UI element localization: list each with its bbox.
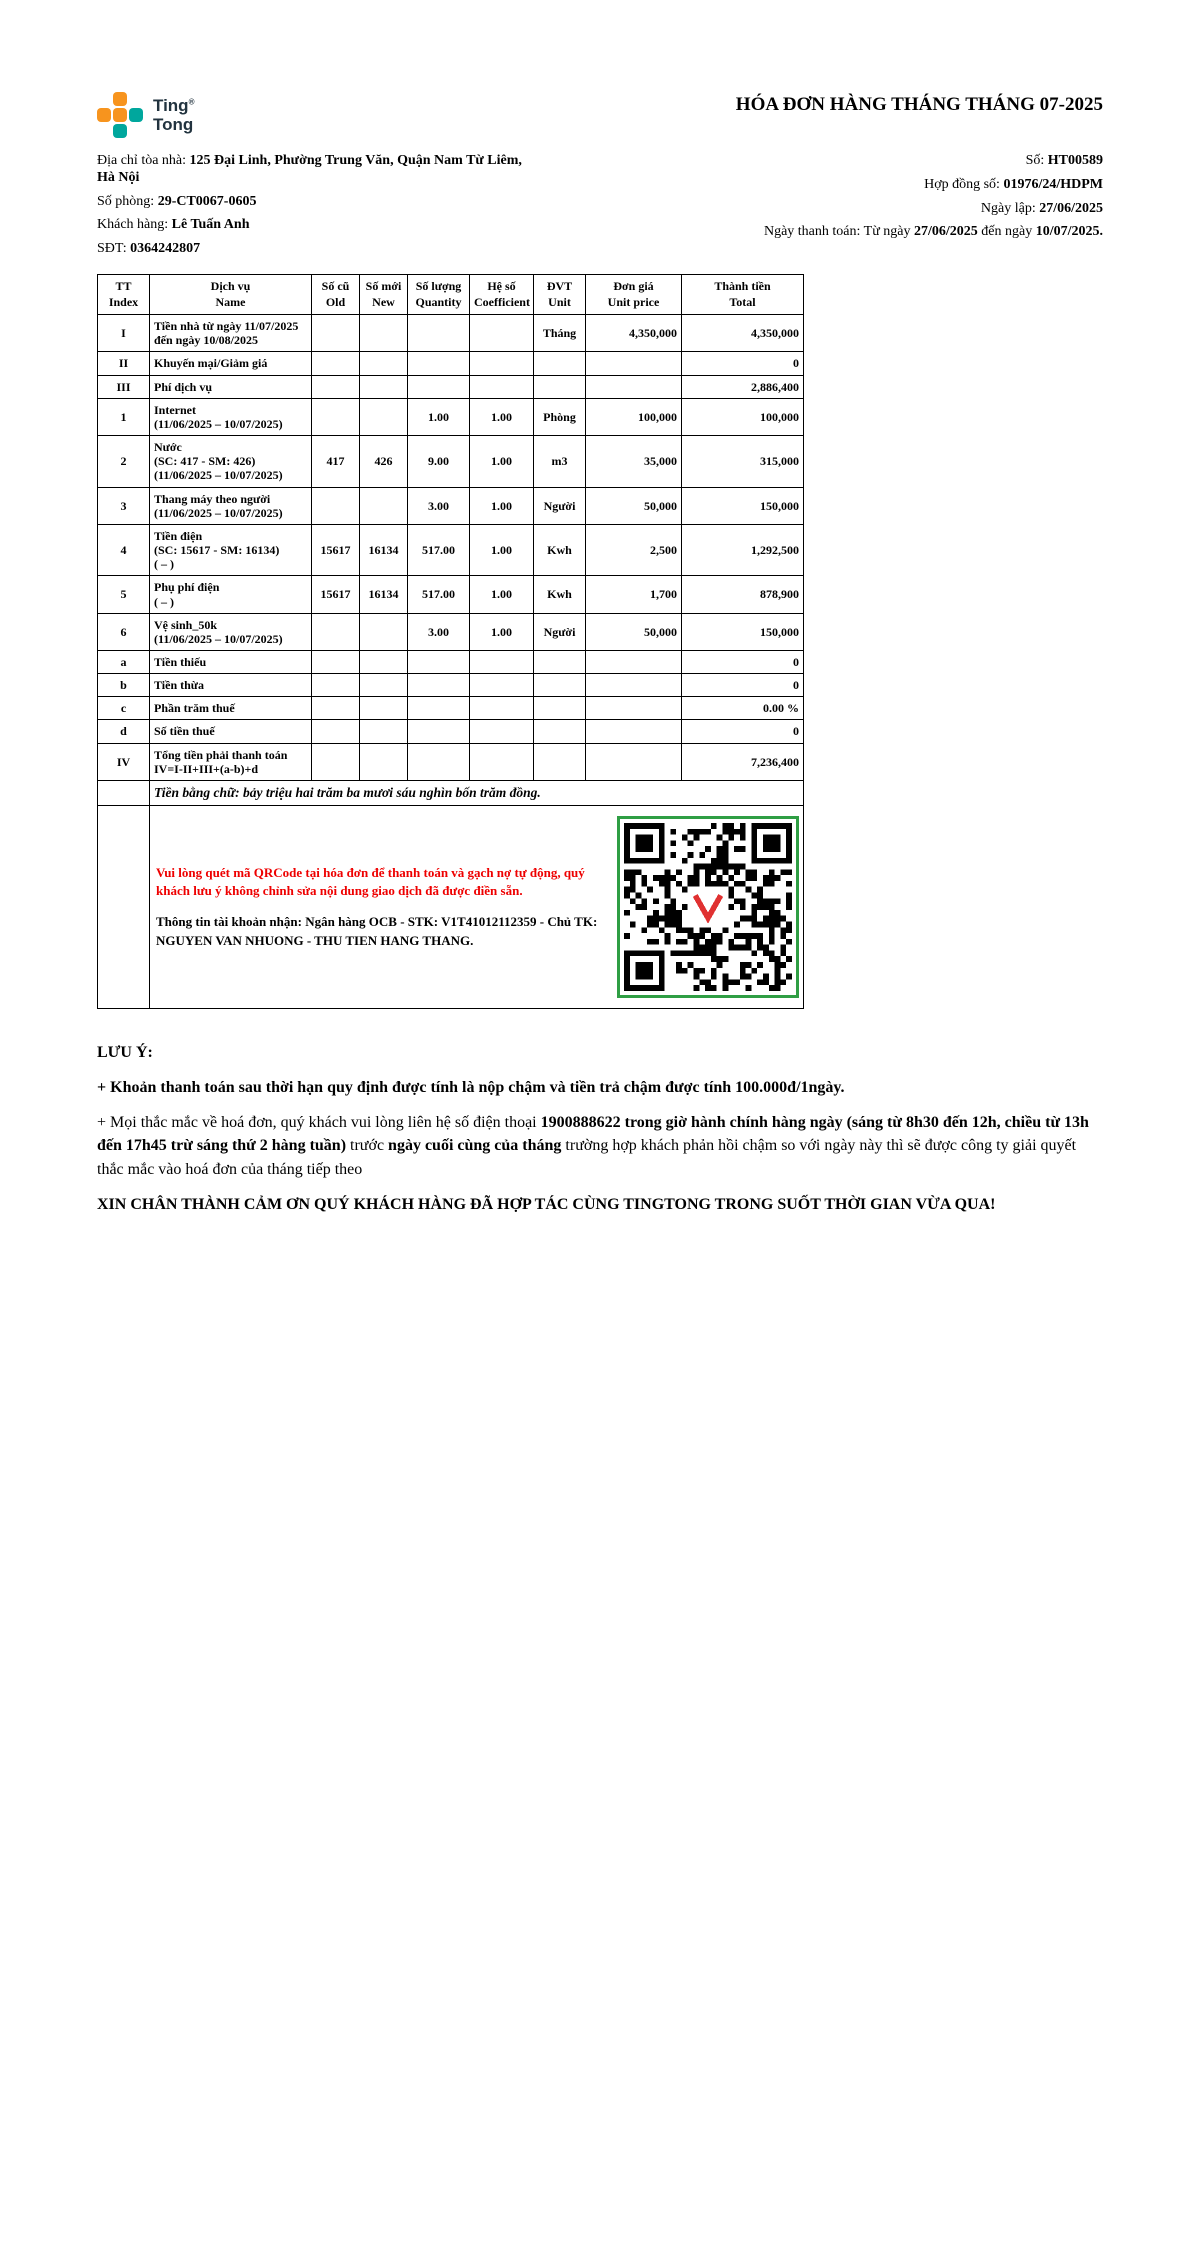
table-row	[98, 375, 804, 398]
cell-name: Thang máy theo người (11/06/2025 – 10/07/2025)	[150, 487, 312, 524]
cell-name: Tiền thừa	[150, 674, 312, 697]
cell-total: 150,000	[682, 487, 804, 524]
text-segment: NGUYEN VAN NHUONG - THU TIEN HANG THANG	[156, 932, 471, 948]
cell-quantity: 9.00	[408, 436, 470, 487]
table-row	[98, 576, 804, 613]
cell-name: Tổng tiền phải thanh toán IV=I-II+III+(a-b)+d	[150, 743, 312, 780]
cell-quantity	[408, 697, 470, 720]
cell-total: 150,000	[682, 613, 804, 650]
column-header-vi: Đơn giá	[613, 278, 654, 293]
text-segment: XIN CHÂN THÀNH CẢM ƠN QUÝ KHÁCH HÀNG ĐÃ HỢP TÁC CÙNG TINGTONG TRONG SUỐT THỜI GIAN VỪA QUA!	[97, 1195, 996, 1213]
column-header-en: Index	[108, 294, 139, 309]
cell-name: Nước (SC: 417 - SM: 426) (11/06/2025 – 10/07/2025)	[150, 436, 312, 487]
table-row	[98, 720, 804, 743]
column-header-vi: ĐVT	[546, 278, 573, 293]
cell-coefficient	[470, 352, 534, 375]
text-segment: Ngày lập:	[980, 200, 1040, 216]
cell-coefficient: 1.00	[470, 524, 534, 575]
cell-name: Khuyến mại/Giảm giá	[150, 352, 312, 375]
info-line	[97, 241, 527, 258]
cell-new	[360, 674, 408, 697]
cell-unit-price: 35,000	[586, 436, 682, 487]
column-header	[98, 274, 150, 314]
footer-paragraph	[97, 1193, 1103, 1216]
cell-new	[360, 720, 408, 743]
cell-unit-price	[586, 650, 682, 673]
text-segment: .	[470, 932, 474, 948]
cell-index: 3	[98, 487, 150, 524]
cell-total: 878,900	[682, 576, 804, 613]
cell-coefficient	[470, 743, 534, 780]
text-segment: Số:	[1025, 153, 1048, 168]
cell-old	[312, 398, 360, 435]
cell-name: Internet (11/06/2025 – 10/07/2025)	[150, 398, 312, 435]
cell-old	[312, 315, 360, 352]
cell-new	[360, 650, 408, 673]
cell-old	[312, 720, 360, 743]
cell-unit	[534, 650, 586, 673]
cell-index: 2	[98, 436, 150, 487]
table-row	[98, 524, 804, 575]
cell-index: b	[98, 674, 150, 697]
cell-total: 0	[682, 650, 804, 673]
cell-coefficient	[470, 720, 534, 743]
cell-total: 0	[682, 674, 804, 697]
text-segment: - Chủ TK:	[536, 914, 598, 930]
cell-unit-price: 100,000	[586, 398, 682, 435]
cell-new	[360, 613, 408, 650]
table-row	[98, 436, 804, 487]
cell-index: 1	[98, 398, 150, 435]
info-line	[764, 177, 1103, 194]
cell-empty	[98, 780, 150, 805]
text-segment: + Mọi thắc mắc về hoá đơn, quý khách vui lòng liên hệ số điện thoại	[97, 1114, 541, 1132]
footer-paragraph	[97, 1076, 1103, 1099]
cell-total: 315,000	[682, 436, 804, 487]
cell-index: 6	[98, 613, 150, 650]
cell-old	[312, 674, 360, 697]
logo-square	[97, 108, 111, 122]
cell-coefficient: 1.00	[470, 436, 534, 487]
text-segment: 125 Đại Linh, Phường Trung Văn, Quận Nam Từ Liêm, Hà Nội	[97, 153, 522, 185]
table-header-row	[98, 274, 804, 314]
cell-quantity: 517.00	[408, 576, 470, 613]
cell-name: Số tiền thuế	[150, 720, 312, 743]
cell-unit-price	[586, 674, 682, 697]
cell-coefficient: 1.00	[470, 613, 534, 650]
text-segment: 27/06/2025	[914, 224, 978, 240]
info-line	[97, 194, 527, 211]
table-row	[98, 352, 804, 375]
cell-unit-price	[586, 697, 682, 720]
qr-text-block	[154, 864, 606, 950]
cell-unit-price: 2,500	[586, 524, 682, 575]
info-line	[97, 153, 527, 187]
cell-new: 16134	[360, 524, 408, 575]
cell-unit	[534, 697, 586, 720]
cell-unit-price: 50,000	[586, 487, 682, 524]
column-header-en: Name	[215, 294, 246, 309]
cell-quantity: 3.00	[408, 613, 470, 650]
table-row	[98, 697, 804, 720]
footer-paragraph	[97, 1111, 1103, 1181]
cell-new	[360, 398, 408, 435]
column-header-en: Unit price	[607, 294, 660, 309]
cell-coefficient	[470, 697, 534, 720]
table-row	[98, 674, 804, 697]
cell-quantity	[408, 352, 470, 375]
text-segment: SĐT:	[97, 241, 131, 257]
invoice-table	[97, 274, 804, 1009]
cell-unit: Tháng	[534, 315, 586, 352]
text-segment: Ngày thanh toán: Từ ngày	[763, 224, 914, 240]
cell-unit-price	[586, 375, 682, 398]
amount-in-words-value: bảy triệu hai trăm ba mươi sáu nghìn bốn trăm đồng.	[242, 784, 541, 800]
column-header-vi: TT	[115, 278, 132, 293]
cell-empty	[98, 805, 150, 1008]
text-segment: 10/07/2025.	[1035, 224, 1103, 240]
cell-index: II	[98, 352, 150, 375]
text-segment: HT00589	[1047, 153, 1103, 168]
text-segment: Địa chỉ tòa nhà:	[97, 153, 190, 168]
column-header-en: Total	[729, 294, 756, 309]
text-segment: + Khoản thanh toán sau thời hạn quy định được tính là nộp chậm và tiền trả chậm được tính 100.000đ/1ngày.	[97, 1079, 845, 1097]
invoice-title: HÓA ĐƠN HÀNG THÁNG THÁNG 07-2025	[735, 94, 1103, 115]
logo-square	[113, 124, 127, 138]
registered-mark: ®	[188, 97, 195, 107]
cell-coefficient	[470, 650, 534, 673]
column-header-vi: Thành tiền	[714, 278, 771, 293]
column-header	[682, 274, 804, 314]
amount-in-words-label: Tiền bằng chữ:	[154, 784, 243, 800]
qr-code	[617, 816, 799, 998]
cell-total: 1,292,500	[682, 524, 804, 575]
text-segment: Lê Tuấn Anh	[171, 217, 250, 233]
cell-total: 0	[682, 352, 804, 375]
cell-quantity	[408, 743, 470, 780]
info-line	[764, 201, 1103, 218]
column-header-vi: Số mới	[365, 278, 402, 293]
cell-new	[360, 315, 408, 352]
cell-name: Phụ phí điện ( – )	[150, 576, 312, 613]
cell-coefficient	[470, 315, 534, 352]
cell-quantity	[408, 375, 470, 398]
column-header-vi: Dịch vụ	[210, 278, 251, 293]
cell-total: 7,236,400	[682, 743, 804, 780]
cell-new: 426	[360, 436, 408, 487]
cell-unit	[534, 352, 586, 375]
cell-unit: Kwh	[534, 576, 586, 613]
qr-account-info	[156, 913, 606, 949]
logo-word-ting: Ting	[153, 96, 189, 116]
cell-unit-price	[586, 720, 682, 743]
cell-old	[312, 743, 360, 780]
cell-name: Phí dịch vụ	[150, 375, 312, 398]
text-segment: Hợp đồng số:	[924, 176, 1004, 192]
cell-old	[312, 375, 360, 398]
logo-square	[129, 108, 143, 122]
table-body	[98, 315, 804, 1009]
logo-word-tong: Tong	[153, 114, 194, 134]
cell-quantity	[408, 674, 470, 697]
column-header-en: Coefficient	[474, 294, 530, 309]
cell-unit	[534, 720, 586, 743]
tingtong-logo-icon	[97, 92, 144, 139]
cell-total: 4,350,000	[682, 315, 804, 352]
cell-coefficient	[470, 375, 534, 398]
column-header-en: Old	[325, 294, 346, 309]
text-segment: 27/06/2025	[1039, 200, 1103, 216]
text-segment: 0364242807	[130, 241, 201, 257]
invoice-info	[97, 153, 1103, 265]
cell-old: 15617	[312, 576, 360, 613]
cell-new: 16134	[360, 576, 408, 613]
cell-quantity	[408, 315, 470, 352]
cell-total: 2,886,400	[682, 375, 804, 398]
qr-row	[98, 805, 804, 1008]
table-row	[98, 315, 804, 352]
cell-total: 0	[682, 720, 804, 743]
text-segment: Thông tin tài khoản nhận: Ngân hàng OCB - STK:	[156, 914, 442, 930]
cell-coefficient: 1.00	[470, 487, 534, 524]
qr-payment-notice: Vui lòng quét mã QRCode tại hóa đơn để thanh toán và gạch nợ tự động, quý khách lưu ý không chỉnh sửa nội dung giao dịch đã được điền sẵn.	[156, 864, 585, 899]
cell-new	[360, 352, 408, 375]
cell-quantity: 1.00	[408, 398, 470, 435]
text-segment: V1T41012112359	[441, 914, 537, 930]
column-header-vi: Số lượng	[415, 278, 462, 293]
logo-text	[153, 97, 194, 134]
column-header-en: New	[372, 294, 395, 309]
logo-square	[113, 92, 127, 106]
column-header-vi: Hệ số	[487, 278, 516, 293]
column-header	[312, 274, 360, 314]
cell-total: 0.00 %	[682, 697, 804, 720]
cell-old: 15617	[312, 524, 360, 575]
column-header	[408, 274, 470, 314]
text-segment: 29-CT0067-0605	[157, 193, 257, 209]
cell-quantity	[408, 720, 470, 743]
cell-index: 4	[98, 524, 150, 575]
cell-quantity: 3.00	[408, 487, 470, 524]
cell-index: III	[98, 375, 150, 398]
cell-unit	[534, 375, 586, 398]
cell-unit: Người	[534, 613, 586, 650]
cell-old	[312, 650, 360, 673]
column-header-en: Quantity	[415, 294, 462, 309]
info-line	[97, 217, 527, 234]
column-header	[586, 274, 682, 314]
cell-unit-price: 50,000	[586, 613, 682, 650]
logo-square	[113, 108, 127, 122]
tingtong-logo	[97, 92, 194, 139]
info-right	[764, 153, 1103, 265]
cell-unit	[534, 674, 586, 697]
table-row	[98, 650, 804, 673]
notes-heading: LƯU Ý:	[97, 1043, 153, 1061]
cell-new	[360, 697, 408, 720]
invoice-header	[97, 92, 1103, 139]
cell-new	[360, 487, 408, 524]
text-segment: ngày cuối cùng của tháng	[388, 1137, 562, 1155]
table-row	[98, 398, 804, 435]
cell-old	[312, 613, 360, 650]
cell-name: Tiền thiếu	[150, 650, 312, 673]
qr-code-image	[624, 823, 792, 991]
cell-index: c	[98, 697, 150, 720]
cell-name: Vệ sinh_50k (11/06/2025 – 10/07/2025)	[150, 613, 312, 650]
cell-index: I	[98, 315, 150, 352]
info-line	[764, 153, 1103, 170]
column-header	[360, 274, 408, 314]
text-segment: trước	[346, 1137, 389, 1155]
cell-unit	[534, 743, 586, 780]
footer-notes	[97, 1041, 1103, 1216]
cell-unit-price	[586, 352, 682, 375]
cell-coefficient: 1.00	[470, 398, 534, 435]
amount-in-words-row	[98, 780, 804, 805]
table-row	[98, 613, 804, 650]
text-segment: đến ngày	[977, 224, 1036, 240]
text-segment: trường hợp khách phản hồi chậm so với ngày này thì sẽ được công ty giải quyết thắc mắc vào hoá đơn của tháng tiếp theo	[97, 1137, 1077, 1178]
cell-old	[312, 697, 360, 720]
column-header-vi: Số cũ	[321, 278, 350, 293]
info-left	[97, 153, 527, 265]
cell-name: Tiền nhà từ ngày 11/07/2025 đến ngày 10/08/2025	[150, 315, 312, 352]
cell-old: 417	[312, 436, 360, 487]
cell-unit-price: 1,700	[586, 576, 682, 613]
cell-index: a	[98, 650, 150, 673]
cell-old	[312, 487, 360, 524]
cell-unit-price	[586, 743, 682, 780]
table-row	[98, 743, 804, 780]
cell-unit-price: 4,350,000	[586, 315, 682, 352]
cell-unit: Kwh	[534, 524, 586, 575]
amount-in-words-cell	[150, 780, 804, 805]
column-header-en: Unit	[548, 294, 571, 309]
text-segment: 01976/24/HDPM	[1003, 176, 1103, 192]
column-header	[470, 274, 534, 314]
cell-name: Phần trăm thuế	[150, 697, 312, 720]
cell-coefficient	[470, 674, 534, 697]
cell-unit: Người	[534, 487, 586, 524]
qr-cell	[150, 805, 804, 1008]
cell-coefficient: 1.00	[470, 576, 534, 613]
text-segment: Số phòng:	[97, 193, 158, 209]
cell-name: Tiền điện (SC: 15617 - SM: 16134) ( – )	[150, 524, 312, 575]
cell-index: d	[98, 720, 150, 743]
cell-old	[312, 352, 360, 375]
cell-unit: m3	[534, 436, 586, 487]
info-line	[764, 224, 1103, 241]
text-segment: 1900888622 trong giờ hành chính hàng ngày (sáng từ 8h30 đến 12h, chiều từ 13h đến 17h45 trừ sáng thứ 2 hàng tuần)	[97, 1114, 1089, 1155]
cell-quantity: 517.00	[408, 524, 470, 575]
cell-new	[360, 743, 408, 780]
cell-index: IV	[98, 743, 150, 780]
table-row	[98, 487, 804, 524]
text-segment: Khách hàng:	[97, 217, 172, 233]
cell-quantity	[408, 650, 470, 673]
cell-new	[360, 375, 408, 398]
cell-total: 100,000	[682, 398, 804, 435]
column-header	[150, 274, 312, 314]
cell-index: 5	[98, 576, 150, 613]
column-header	[534, 274, 586, 314]
cell-unit: Phòng	[534, 398, 586, 435]
